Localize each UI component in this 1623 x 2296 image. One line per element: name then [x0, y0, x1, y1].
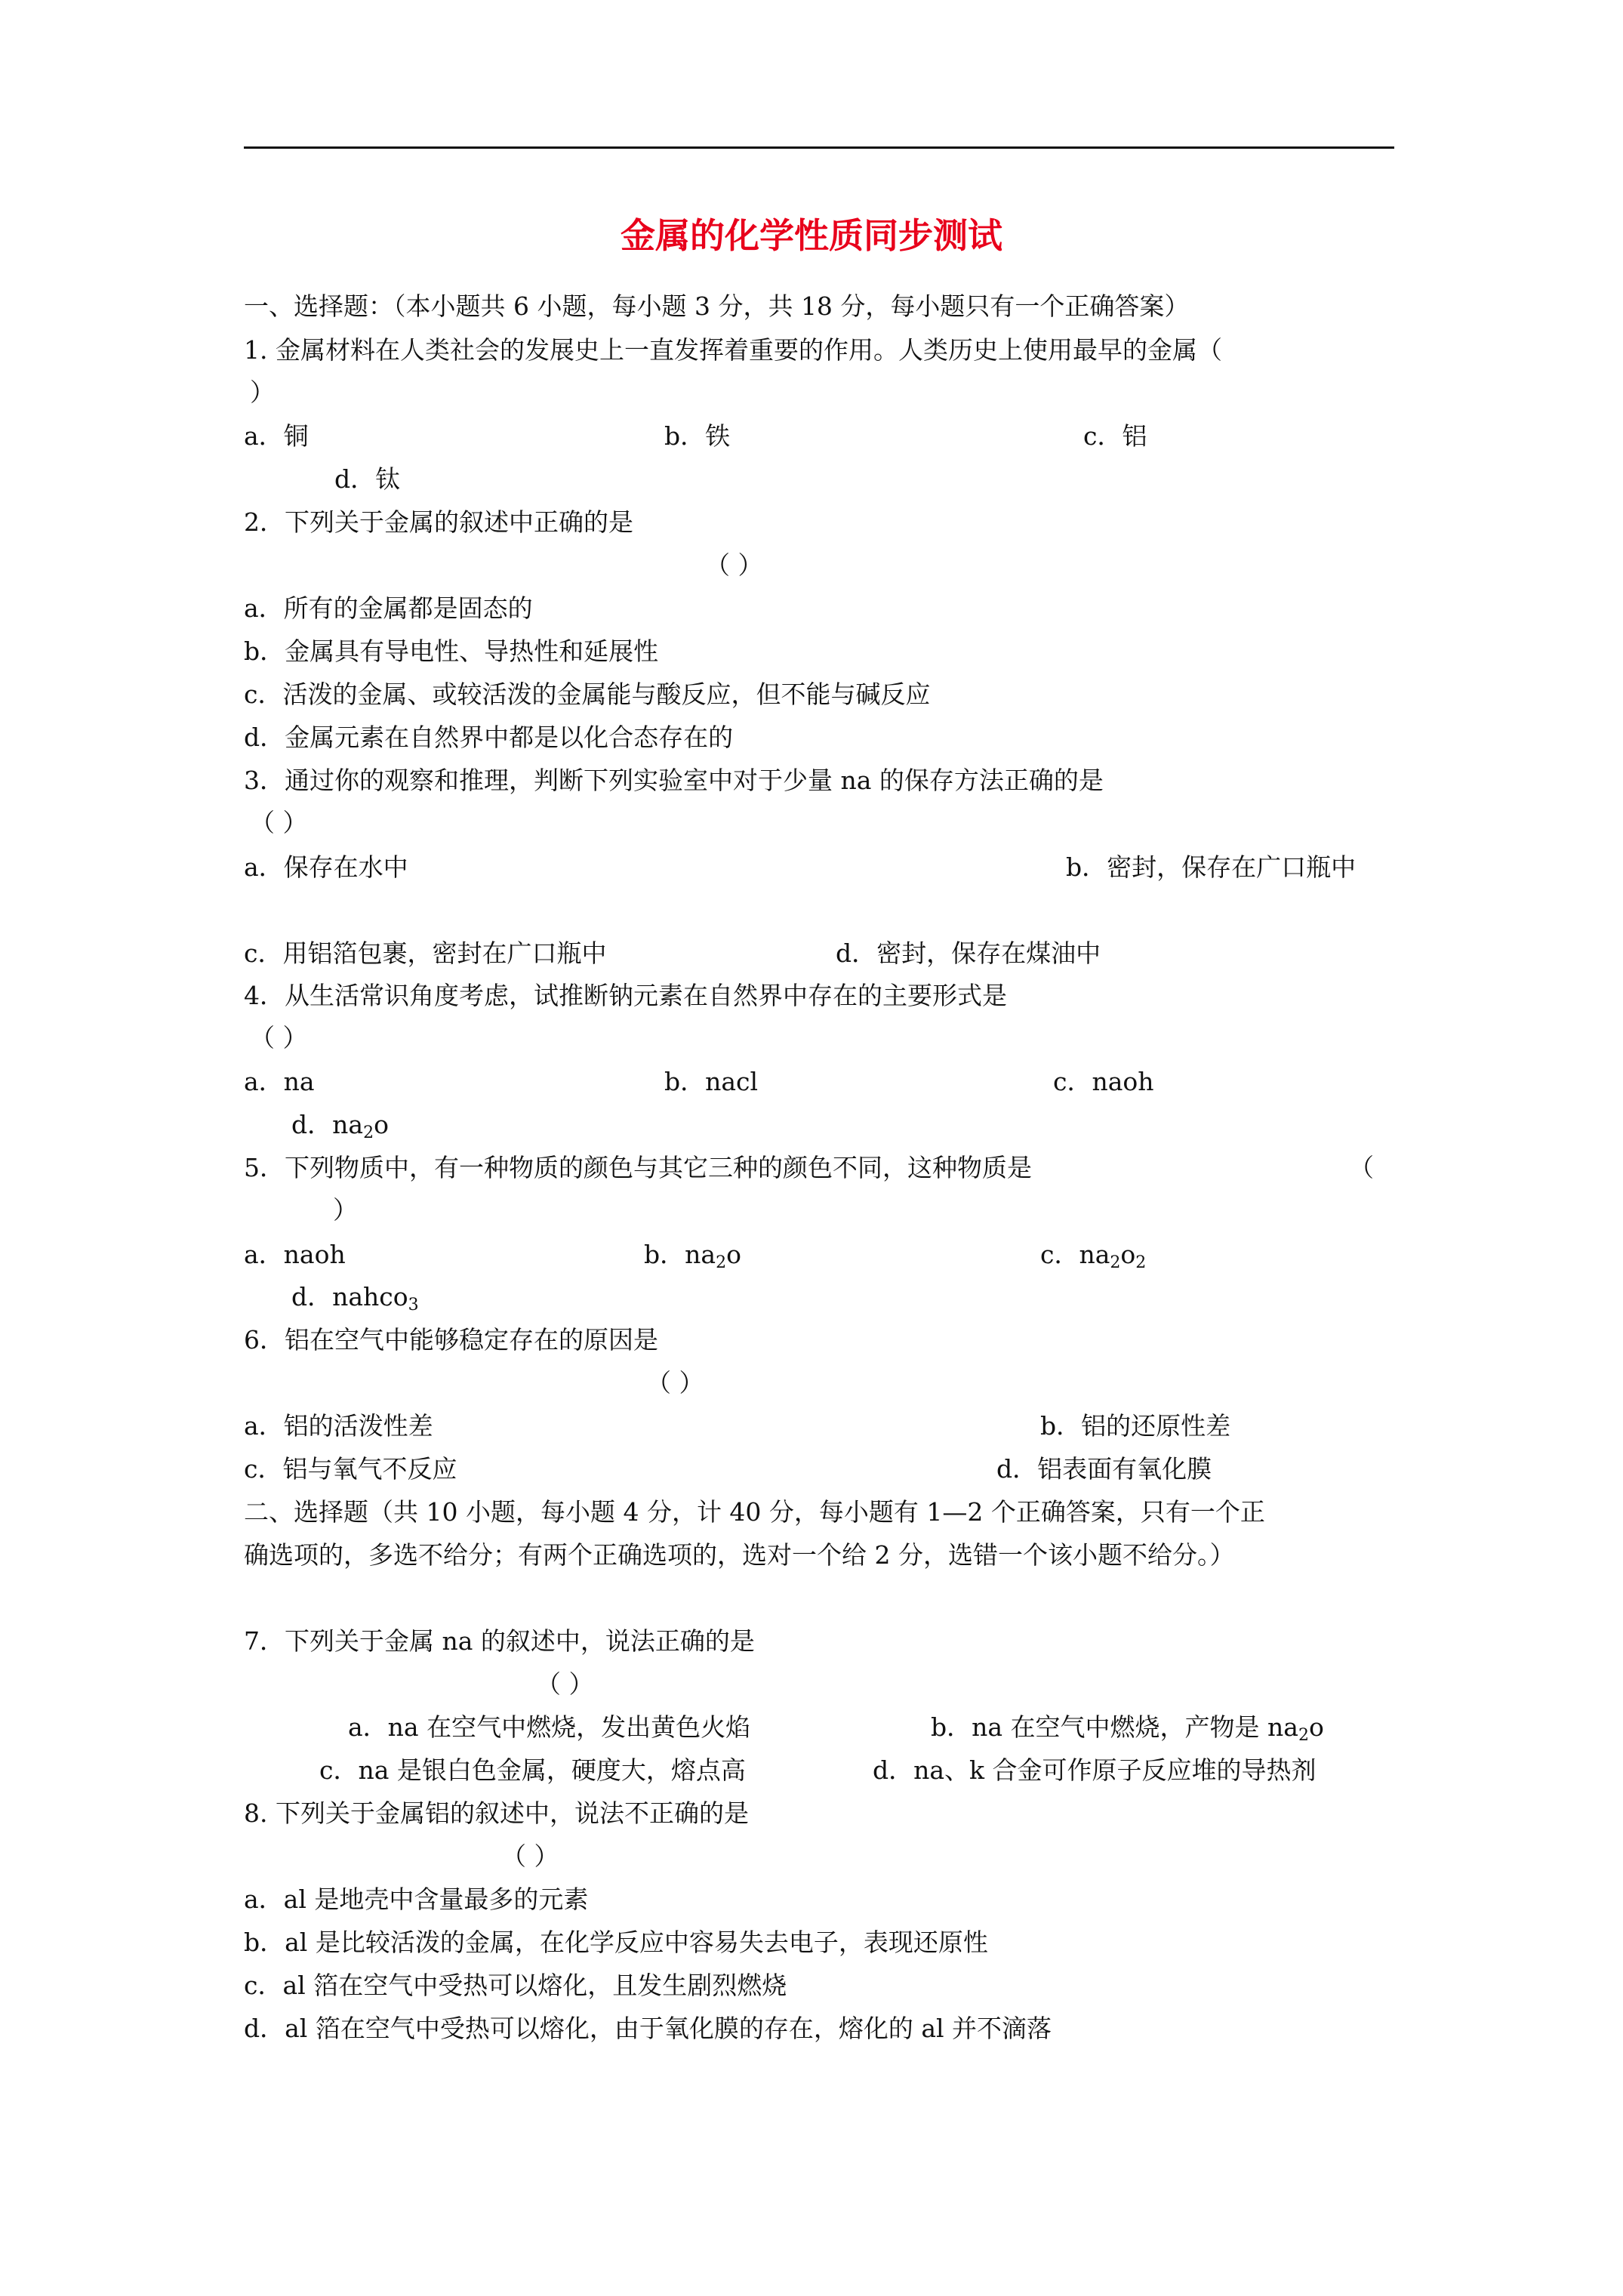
q4-option-d-subscript: 2 [363, 1123, 374, 1142]
section1-header: 一、选择题：（本小题共 6 小题，每小题 3 分，共 18 分，每小题只有一个正确答案） [244, 291, 1190, 321]
q8-option-d: d．al 箔在空气中受热可以熔化，由于氧化膜的存在，熔化的 al 并不滴落 [244, 2014, 1052, 2043]
q1-option-c: c．铝 [1083, 421, 1147, 451]
q8-option-b: b．al 是比较活泼的金属，在化学反应中容易失去电子，表现还原性 [244, 1928, 988, 1957]
q4-answer-blank: （ ） [250, 1023, 308, 1052]
q4-option-d [291, 1108, 389, 1142]
q8-stem: 8. 下列关于金属铝的叙述中，说法不正确的是 [244, 1798, 749, 1828]
q4-option-d-text: d．na [291, 1110, 364, 1139]
q7-stem: 7．下列关于金属 na 的叙述中，说法正确的是 [244, 1626, 755, 1656]
q5-option-c-subscript-2: 2 [1135, 1253, 1147, 1272]
q2-option-c: c．活泼的金属、或较活泼的金属能与酸反应，但不能与碱反应 [244, 680, 931, 709]
q3-answer-blank: （ ） [250, 808, 308, 837]
q1-option-d: d．钛 [334, 464, 401, 494]
q5-option-d [291, 1281, 419, 1314]
q4-stem: 4．从生活常识角度考虑，试推断钠元素在自然界中存在的主要形式是 [244, 981, 1007, 1010]
q5-option-b-subscript: 2 [716, 1253, 727, 1272]
header-rule [244, 146, 1394, 149]
q7-option-a: a．na 在空气中燃烧，发出黄色火焰 [348, 1712, 751, 1742]
q1-option-b: b．铁 [664, 421, 731, 451]
q1-stem-cont: ） [250, 378, 275, 407]
q7-answer-blank: （ ） [536, 1669, 594, 1699]
q8-option-c: c．al 箔在空气中受热可以熔化，且发生剧烈燃烧 [244, 1971, 787, 2000]
q6-option-c: c．铝与氧气不反应 [244, 1454, 457, 1484]
section2-header-cont: 确选项的，多选不给分；有两个正确选项的，选对一个给 2 分，选错一个该小题不给分。） [244, 1540, 1235, 1570]
q5-option-c-text: c．na [1040, 1240, 1110, 1269]
q6-option-a: a．铝的活泼性差 [244, 1411, 433, 1441]
q6-option-d: d．铝表面有氧化膜 [996, 1454, 1212, 1484]
q3-option-d: d．密封，保存在煤油中 [836, 938, 1101, 968]
q5-option-b-text: b．na [644, 1240, 716, 1269]
section2-header: 二、选择题（共 10 小题，每小题 4 分，计 40 分，每小题有 1—2 个正确答案，只有一个正 [244, 1497, 1265, 1527]
q6-option-b: b．铝的还原性差 [1040, 1411, 1231, 1441]
q5-option-d-subscript: 3 [408, 1296, 419, 1314]
q4-option-c: c．naoh [1053, 1067, 1154, 1096]
q5-option-d-text: d．nahco [291, 1282, 408, 1311]
q1-option-a: a．铜 [244, 421, 309, 451]
q2-answer-blank: （ ） [705, 550, 763, 580]
q3-option-b: b．密封，保存在广口瓶中 [1066, 852, 1357, 882]
q1-stem: 1. 金属材料在人类社会的发展史上一直发挥着重要的作用。人类历史上使用最早的金属（ [244, 335, 1222, 365]
q2-option-d: d．金属元素在自然界中都是以化合态存在的 [244, 723, 734, 752]
document-title: 金属的化学性质同步测试 [621, 215, 1002, 256]
q4-option-b: b．nacl [664, 1067, 759, 1096]
q8-option-a: a．al 是地壳中含量最多的元素 [244, 1885, 589, 1914]
q7-option-b-text-end: o [1308, 1712, 1324, 1742]
q7-option-d: d．na、k 合金可作原子反应堆的导热剂 [873, 1755, 1317, 1785]
q6-stem: 6．铝在空气中能够稳定存在的原因是 [244, 1325, 658, 1354]
q7-option-b-text: b．na 在空气中燃烧，产物是 na [931, 1712, 1298, 1742]
q3-option-a: a．保存在水中 [244, 852, 408, 882]
q7-option-c: c．na 是银白色金属，硬度大，熔点高 [319, 1755, 746, 1785]
q7-option-b-subscript: 2 [1298, 1726, 1309, 1745]
q6-answer-blank: （ ） [646, 1368, 704, 1398]
q5-stem: 5．下列物质中，有一种物质的颜色与其它三种的颜色不同，这种物质是 [244, 1153, 1032, 1182]
q4-option-a: a．na [244, 1067, 315, 1096]
q2-option-b: b．金属具有导电性、导热性和延展性 [244, 636, 659, 666]
q3-option-c: c．用铝箔包裹，密封在广口瓶中 [244, 938, 607, 968]
q5-option-c-text-mid: o [1120, 1240, 1136, 1269]
q5-answer-blank-open: （ [1349, 1153, 1374, 1182]
q7-option-b [931, 1711, 1324, 1744]
q3-stem: 3．通过你的观察和推理，判断下列实验室中对于少量 na 的保存方法正确的是 [244, 766, 1104, 795]
q5-option-b-text-end: o [726, 1240, 741, 1269]
q5-option-a: a．naoh [244, 1240, 346, 1269]
q5-option-c [1040, 1238, 1146, 1271]
q8-answer-blank: （ ） [501, 1841, 559, 1871]
q2-option-a: a．所有的金属都是固态的 [244, 593, 533, 623]
q5-option-c-subscript-1: 2 [1110, 1253, 1121, 1272]
q5-answer-blank-close: ） [333, 1195, 358, 1225]
q4-option-d-text-end: o [374, 1110, 389, 1139]
q5-option-b [644, 1238, 741, 1271]
q2-stem: 2．下列关于金属的叙述中正确的是 [244, 507, 633, 537]
